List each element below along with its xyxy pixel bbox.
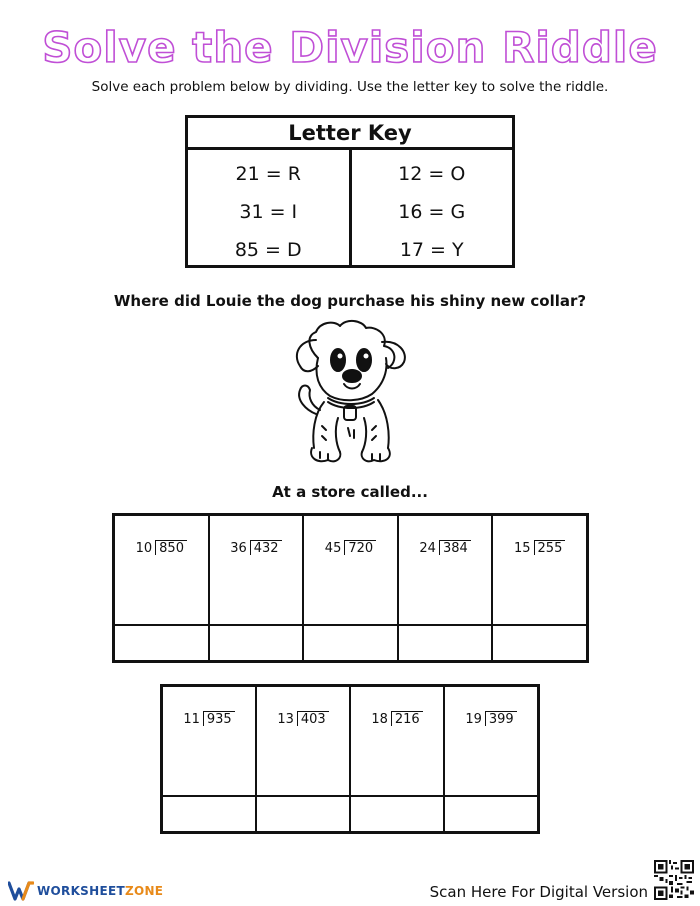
divisor: 15 bbox=[513, 541, 531, 556]
worksheetzone-logo[interactable] bbox=[8, 880, 163, 902]
answer-box[interactable] bbox=[210, 626, 303, 660]
divisor: 13 bbox=[277, 712, 294, 727]
dividend: 399 bbox=[485, 711, 517, 726]
problem-grid-row-2 bbox=[160, 684, 540, 834]
answer-box[interactable] bbox=[115, 626, 208, 660]
problem-cell bbox=[255, 687, 349, 831]
dividend: 255 bbox=[534, 540, 566, 555]
work-area bbox=[210, 516, 303, 626]
problem-cell bbox=[208, 516, 303, 660]
letter-key-left-column bbox=[188, 150, 349, 265]
divisor: 19 bbox=[465, 712, 482, 727]
answer-box[interactable] bbox=[304, 626, 397, 660]
letter-key-entry: 12 = O bbox=[398, 163, 466, 185]
brand-name-part2: ZONE bbox=[124, 884, 164, 898]
division-problem bbox=[399, 540, 492, 556]
problem-cell bbox=[302, 516, 397, 660]
letter-key-entry: 21 = R bbox=[235, 163, 301, 185]
divisor: 24 bbox=[419, 541, 436, 556]
work-area bbox=[399, 516, 492, 626]
divisor: 18 bbox=[371, 712, 388, 727]
letter-key-right-column bbox=[349, 150, 513, 265]
brand-name-part1: WORKSHEET bbox=[37, 884, 125, 898]
problem-cell bbox=[349, 687, 443, 831]
problem-cell bbox=[491, 516, 586, 660]
letter-key-entry: 16 = G bbox=[398, 201, 466, 223]
worksheetzone-logo-icon bbox=[8, 880, 34, 902]
letter-key-entry: 85 = D bbox=[234, 239, 302, 261]
work-area bbox=[163, 687, 255, 797]
dividend: 720 bbox=[344, 540, 376, 555]
division-problem bbox=[351, 711, 443, 727]
answer-box[interactable] bbox=[399, 626, 492, 660]
division-problem bbox=[304, 540, 397, 556]
answer-intro: At a store called... bbox=[272, 483, 428, 501]
work-area bbox=[445, 687, 537, 797]
scan-caption: Scan Here For Digital Version bbox=[429, 883, 648, 901]
dividend: 850 bbox=[155, 540, 187, 555]
dividend: 432 bbox=[250, 540, 282, 555]
dog-illustration bbox=[278, 318, 418, 470]
dividend: 403 bbox=[297, 711, 329, 726]
divisor: 36 bbox=[230, 541, 247, 556]
answer-box[interactable] bbox=[257, 797, 349, 831]
divisor: 45 bbox=[324, 541, 342, 556]
answer-box[interactable] bbox=[493, 626, 586, 660]
division-problem bbox=[210, 540, 303, 556]
work-area bbox=[304, 516, 397, 626]
problem-cell bbox=[397, 516, 492, 660]
dividend: 935 bbox=[203, 711, 235, 726]
work-area bbox=[493, 516, 586, 626]
problem-grid-row-1 bbox=[112, 513, 589, 663]
riddle-question: Where did Louie the dog purchase his shiny new collar? bbox=[113, 292, 587, 310]
division-problem bbox=[163, 711, 255, 727]
work-area bbox=[257, 687, 349, 797]
division-problem bbox=[257, 711, 349, 727]
instructions: Solve each problem below by dividing. Use the letter key to solve the riddle. bbox=[91, 79, 609, 95]
work-area bbox=[351, 687, 443, 797]
brand-name bbox=[37, 884, 163, 898]
division-problem bbox=[493, 540, 586, 556]
answer-box[interactable] bbox=[163, 797, 255, 831]
division-problem bbox=[445, 711, 537, 727]
divisor: 10 bbox=[135, 541, 153, 556]
answer-box[interactable] bbox=[445, 797, 537, 831]
dividend: 216 bbox=[391, 711, 423, 726]
work-area bbox=[115, 516, 208, 626]
letter-key-entry: 17 = Y bbox=[399, 239, 464, 261]
letter-key-heading: Letter Key bbox=[188, 118, 512, 150]
problem-cell bbox=[163, 687, 255, 831]
problem-cell bbox=[443, 687, 537, 831]
answer-box[interactable] bbox=[351, 797, 443, 831]
letter-key-table bbox=[185, 115, 515, 268]
letter-key-entry: 31 = I bbox=[239, 201, 298, 223]
division-problem bbox=[115, 540, 208, 556]
dividend: 384 bbox=[439, 540, 471, 555]
page-title: Solve the Division Riddle bbox=[42, 23, 658, 72]
qr-code-icon[interactable] bbox=[654, 860, 694, 900]
problem-cell bbox=[115, 516, 208, 660]
divisor: 11 bbox=[183, 712, 200, 727]
